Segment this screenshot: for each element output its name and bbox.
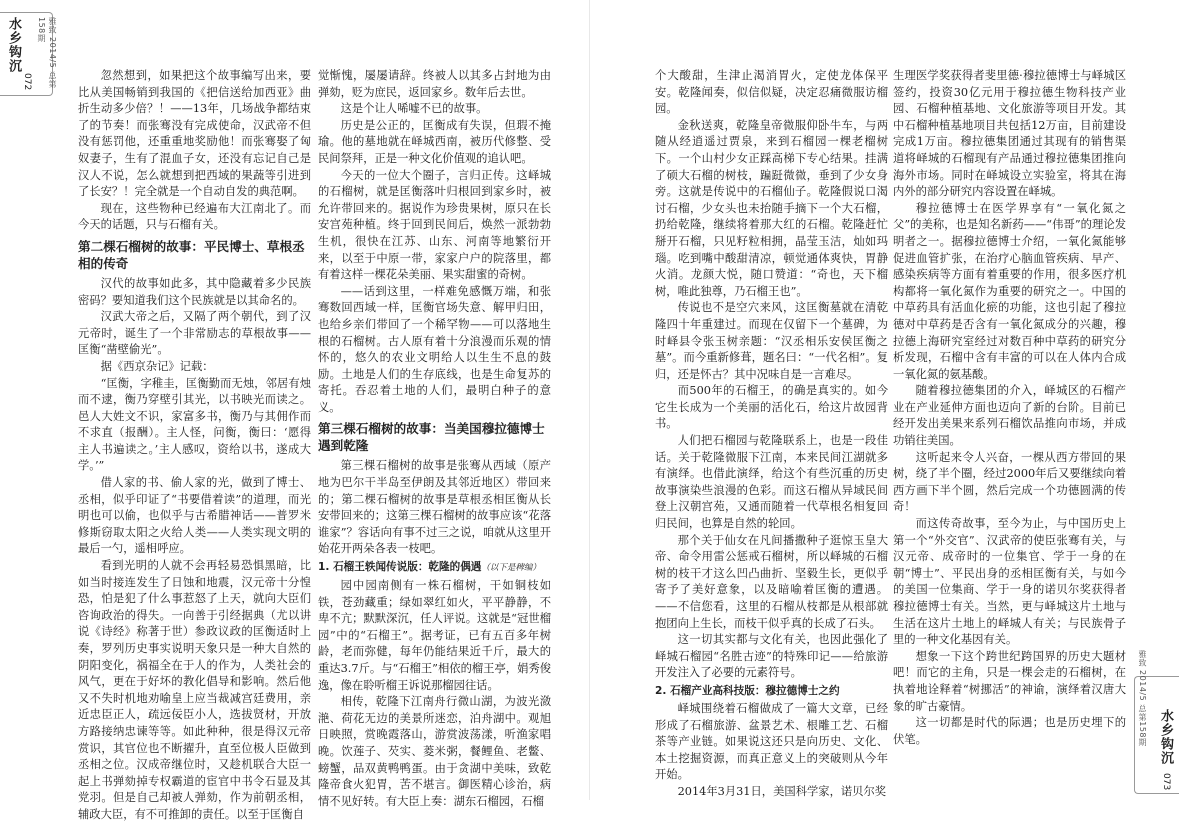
subsection-note: （以下是稗编） bbox=[481, 563, 541, 574]
paragraph: 第三棵石榴树的故事是张骞从西域（原产地为巴尔干半岛至伊朗及其邻近地区）带回来的；第二棵石榴树的故事是草根丞相匡衡从长安带回来的；这第三棵石榴树的故事应该“花落谁家”？容话向有事不过三之说，咱就从这里开始花开两朵各表一枝吧。 bbox=[318, 459, 551, 556]
paragraph: 现在，这些物种已经遍布大江南北了。而今天的话题，只与石榴有关。 bbox=[78, 201, 311, 232]
text-column-3 bbox=[655, 68, 888, 801]
paragraph: 而这传奇故事，至今为止，与中国历史上第一个“外交官”、汉武帝的使臣张骞有关，与汉元帝、成帝时的一位集官、学于一身的在朝“博士”、平民出身的丞相匡衡有关，与如今的美国一位集商、学于一身的诺贝尔奖获得者穆拉德博士有关。当然，更与峄城这片土地与生活在这片土地上的峄城人有关；与民族骨子里的一种文化基因有关。 bbox=[893, 517, 1126, 647]
paragraph: 这一切其实都与文化有关，也因此强化了峄城石榴园“名胜古迹”的特殊印记——给旅游开发注入了必要的元素符号。 bbox=[655, 633, 888, 680]
paragraph: 而500年的石榴王，的确是真实的。如今它生长成为一个美丽的活化石，给这片故园背书。 bbox=[655, 384, 888, 431]
section-heading: 第二棵石榴树的故事：平民博士、草根丞相的传奇 bbox=[78, 238, 305, 271]
page-number: 073 bbox=[1161, 773, 1171, 791]
subsection-heading bbox=[318, 560, 551, 576]
paragraph: 借人家的书、偷人家的光，做到了博士、丞相，似乎印证了“书要借着读”的道理，而光明也可以偷，也似乎与古希腊神话——普罗米修斯窃取太阳之火给人类——人类实现文明的最后一勺，遥相呼应。 bbox=[78, 476, 311, 556]
paragraph: 生理医学奖获得者斐里德·穆拉德博士与峄城区签约，投资30亿元用于穆拉德生物科技产业园、石榴种植基地、文化旅游等项目开发。其中石榴种植基地项目共包括12万亩，目前建设完成1万亩。穆拉德集团通过其现有的销售渠道将峄城的石榴现有产品通过穆拉德集团推向海外市场。同时在峄城设立实验室，将其在海内外的部分研究内容设置在峄城。 bbox=[893, 69, 1126, 199]
text-column-4 bbox=[893, 68, 1126, 748]
section-brand: 水乡钩沉 bbox=[6, 17, 21, 73]
paragraph: 2014年3月31日，美国科学家，诺贝尔奖 bbox=[677, 784, 887, 798]
section-heading: 第三棵石榴树的故事：当美国穆拉德博士遇到乾隆 bbox=[318, 421, 545, 454]
paragraph: 传说也不是空穴来风，这匡衡墓就在清乾隆四十年重建过。而现在仅留下一个墓碑，为时峄县令张玉树亲题：“汉丞相乐安侯匡衡之墓”。而今重新修葺，题名曰：“一代名相”。复归，还是怀古？其中况味自是一言难尽。 bbox=[655, 301, 888, 381]
paragraph: 历史是公正的，匡衡成有失误，但瑕不掩瑜。他的墓地就在峄城西南，被历代修整、受民间祭拜，正是一种文化价值观的追认吧。 bbox=[318, 118, 551, 165]
paragraph: 这是个让人唏嘘不已的故事。 bbox=[340, 102, 488, 116]
paragraph: 忽然想到，如果把这个故事编写出来，要比从美国畅销到我国的《把信送给加西亚》曲折生动多少倍？！——13年，几场战争都结束了的节奏！而张骞没有完成使命，汉武帝不但没有惩罚他，还重重地奖励他！而张骞娶了匈奴妻子，生有了混血子女，还没有忘记自己是汉人不说，怎么就想到把西域的果蔬等引进到了长安？！完全就是一个自动自发的典范啊。 bbox=[78, 69, 311, 199]
paragraph: 个大酸甜，生津止渴消胃火，定使龙体保平安。乾隆闻奏，似信似疑，决定忍痛微服访榴园。 bbox=[655, 69, 888, 116]
paragraph: 随着穆拉德集团的介入，峄城区的石榴产业在产业延伸方面也迈向了新的台阶。目前已经开发出美果来系列石榴饮品推向市场，并成功销往美国。 bbox=[893, 384, 1126, 448]
issue-info: 雅致 2014/5 总第158期 bbox=[1138, 650, 1147, 747]
page-number: 072 bbox=[22, 73, 32, 91]
section-brand: 水乡钩沉 bbox=[1158, 709, 1173, 765]
left-section-tab bbox=[0, 12, 57, 96]
quote-paragraph: “匡衡，字稚圭，匡衡勤而无烛，邻居有烛而不逮，衡乃穿壁引其光，以书映光而读之。邑人大姓文不识，家富多书，衡乃与其佣作而不求直（报酬）。主人怪，问衡，衡曰：‘愿得主人书遍读之。’主人感叹，资给以书，遂成大学。’” bbox=[78, 376, 311, 473]
paragraph: 这听起来令人兴奋，一棵从西方带回的果树，绕了半个圈，经过2000年后又要继续向着西方画下半个圆，然后完成一个功德圆满的传奇！ bbox=[893, 450, 1126, 514]
paragraph: 金秋送爽，乾隆皇帝微服仰卧牛车，与两随从经逍遥过贾泉，来到石榴园一棵老榴树下。一个山村少女正踩高梯下专心结果。挂满了硕大石榴的树枝，蹁跹微微，垂到了少女身旁。这就是传说中的石榴仙子。乾隆假说口渴讨石榴，少女头也未抬随手摘下一个大石榴，扔给乾隆，继续将着那大红的石榴。乾隆赶忙掰开石榴，只见籽粒相拥，晶莹玉洁，灿如玛瑙。吃到嘴中酸甜清凉，顿觉通体爽快，胃静火消。龙颜大悦，随口赞道：“奇也，天下榴树，唯此独尊，乃石榴王也”。 bbox=[655, 118, 888, 298]
paragraph: 穆拉德博士在医学界享有“一氧化氮之父”的美称，也是知名新药——“伟哥”的理论发明者之一。据穆拉德博士介绍，一氧化氮能够促进血管扩张，在治疗心脑血管疾病、早产、感染疾病等方面有着重要的作用，很多医疗机构都将一氧化氮作为重要的研究之一。中国的中草药具有活血化瘀的功能，这也引起了穆拉德对中草药是否含有一氧化氮成分的兴趣，穆拉德上海研究室经过对数百种中草药的研究分析发现，石榴中含有丰富的可以在人体内合成一氧化氮的氨基酸。 bbox=[893, 201, 1126, 381]
paragraph: 峄城围绕着石榴做成了一篇大文章，已经形成了石榴旅游、盆景艺术、根雕工艺、石榴茶等产业链。如果说这还只是向历史、文化、本土挖掘资源，而真正意义上的突破则从今年开始。 bbox=[655, 701, 888, 782]
subsection-title: 1. 石榴王轶闻传说版：乾隆的偶遇 bbox=[318, 561, 482, 574]
paragraph: 觉惭愧，屡屡请辞。终被人以其多占封地为由弹劾，贬为庶民，返回家乡。数年后去世。 bbox=[318, 69, 551, 99]
paragraph: 汉代的故事如此多，其中隐藏着多少民族密码？要知道我们这个民族就是以其命名的。 bbox=[78, 276, 311, 307]
page-gutter bbox=[589, 0, 590, 800]
paragraph: 今天的一位大个圈子，言归正传。这峄城的石榴树，就是匡衡落叶归根回到家乡时，被允许带回来的。据说作为珍贵果树，原只在长安宫苑种植。终于回到民间后，焕然一派勃勃生机，很快在江苏、山东、河南等地繁衍开来，以至于中原一带，家家户户的院落里，都有着这样一棵花朵美丽、果实甜蜜的奇树。 bbox=[318, 168, 551, 282]
issue-info: 雅致 2014/5 总第158期 bbox=[37, 17, 57, 89]
paragraph: 据《西京杂记》记载： bbox=[100, 359, 214, 373]
paragraph: 想象一下这个跨世纪跨国界的历史大题材吧！而它的主角，只是一棵会走的石榴树，在执着地诠释着“树挪活”的神谕，演绎着汉唐大象的旷古豪情。 bbox=[893, 649, 1126, 713]
paragraph: 看到光明的人就不会再轻易恐惧黑暗，比如当时接连发生了日蚀和地震，汉元帝十分惶恐，怕是犯了什么事惹怒了上天，就向大臣们咨询政治的得失。一向善于引经据典（尤以讲说《诗经》称著于世）参政议政的匡衡适时上奏，罗列历史事实说明天象只是一种大自然的阴阳变化，祸福全在于人的作为，人类社会的风气，更在于好坏的教化倡导和影响。然后他又不失时机地劝喻皇上应当裁减宫廷费用，亲近忠臣正人，疏远佞臣小人，选拔贤材，开放方路接纳忠谏等等。如此种种，很是得汉元帝赏识，其官位也不断擢升，直至位极人臣做到丞相之位。汉成帝继位时，又趁机联合大臣一起上书弹劾掉专权霸道的宦官中书令石显及其党羽。但是自己却被人弹劾，作为前朝丞相，辅政大臣，有不可推卸的责任。以至于匡衡自 bbox=[78, 559, 311, 821]
text-column-1 bbox=[78, 68, 311, 824]
paragraph: 人们把石榴园与乾隆联系上，也是一段佳话。关于乾隆微服下江南，本来民间江湖就多有演绎。也借此演绎，给这个有些沉重的历史故事演染些浪漫的色彩。而这石榴从异域民间登上汉朝宫苑，又通而随着一代草根名相复回归民间，也算是自然的轮回。 bbox=[655, 434, 888, 531]
subsection-heading: 2. 石榴产业高科技版：穆拉德博士之约 bbox=[655, 684, 840, 697]
paragraph: 这一切都是时代的际遇；也是历史埋下的伏笔。 bbox=[893, 716, 1126, 746]
paragraph: 那个关于仙女在凡间播撒种子逛惊玉皇大帝、命令用雷公惩戒石榴树，所以峄城的石榴树的枝干才这么凹凸曲折、坚毅生长，更似乎寄予了美好意象，以及暗喻着匡衡的遭遇。——不信您看，这里的石榴从枝都是从根部就抱团向上生长，而枝干似乎真的长成了石头。 bbox=[655, 533, 888, 630]
paragraph: 园中园南侧有一株石榴树，干如铜枝如铁，苍劲藏重；绿如翠红如火，平平静静，不卑不亢；默默深沉，任人评说。这就是“冠世榴园”中的“石榴王”。据考证，已有五百多年树龄，老而弥健，每年仍能结果近千斤，最大的重达3.7斤。与“石榴王”相依的榴王亭，娟秀俊逸，像在聆听榴王诉说那榴园往话。 bbox=[318, 579, 551, 692]
paragraph: 相传，乾隆下江南舟行微山湖，为波光潋滟、荷花无边的美景所迷恋，泊舟湖中。观旭日映照，赏晚霞落山，游赏波荡漾，听渔家唱晚。饮莲子、芡实、菱米粥，餐鲤鱼、老鳖、螃蟹，品双黄鸭鸭蛋。由于贪湖中美味，致乾隆帝食火犯胃，苦不堪言。御医精心诊治，病情不见好转。有大臣上奏：湖东石榴园，石榴 bbox=[318, 695, 551, 808]
text-column-2 bbox=[318, 68, 551, 810]
paragraph: ——话到这里，一样难免感慨万端，和张骞数回西域一样，匡衡官场失意、解甲归田，也给乡亲们带回了一个稀罕物——可以落地生根的石榴树。古人原有着十分浪漫而乐观的情怀的，悠久的农业文明给人以生生不息的鼓励。土地是人们的生存底线，也是生命复苏的寄托。吞忍着土地的人们，最明白种子的意义。 bbox=[318, 284, 551, 414]
paragraph: 汉武大帝之后，又隔了两个朝代，到了汉元帝时，诞生了一个非常励志的草根故事——匡衡“凿壁偷光”。 bbox=[78, 310, 311, 357]
